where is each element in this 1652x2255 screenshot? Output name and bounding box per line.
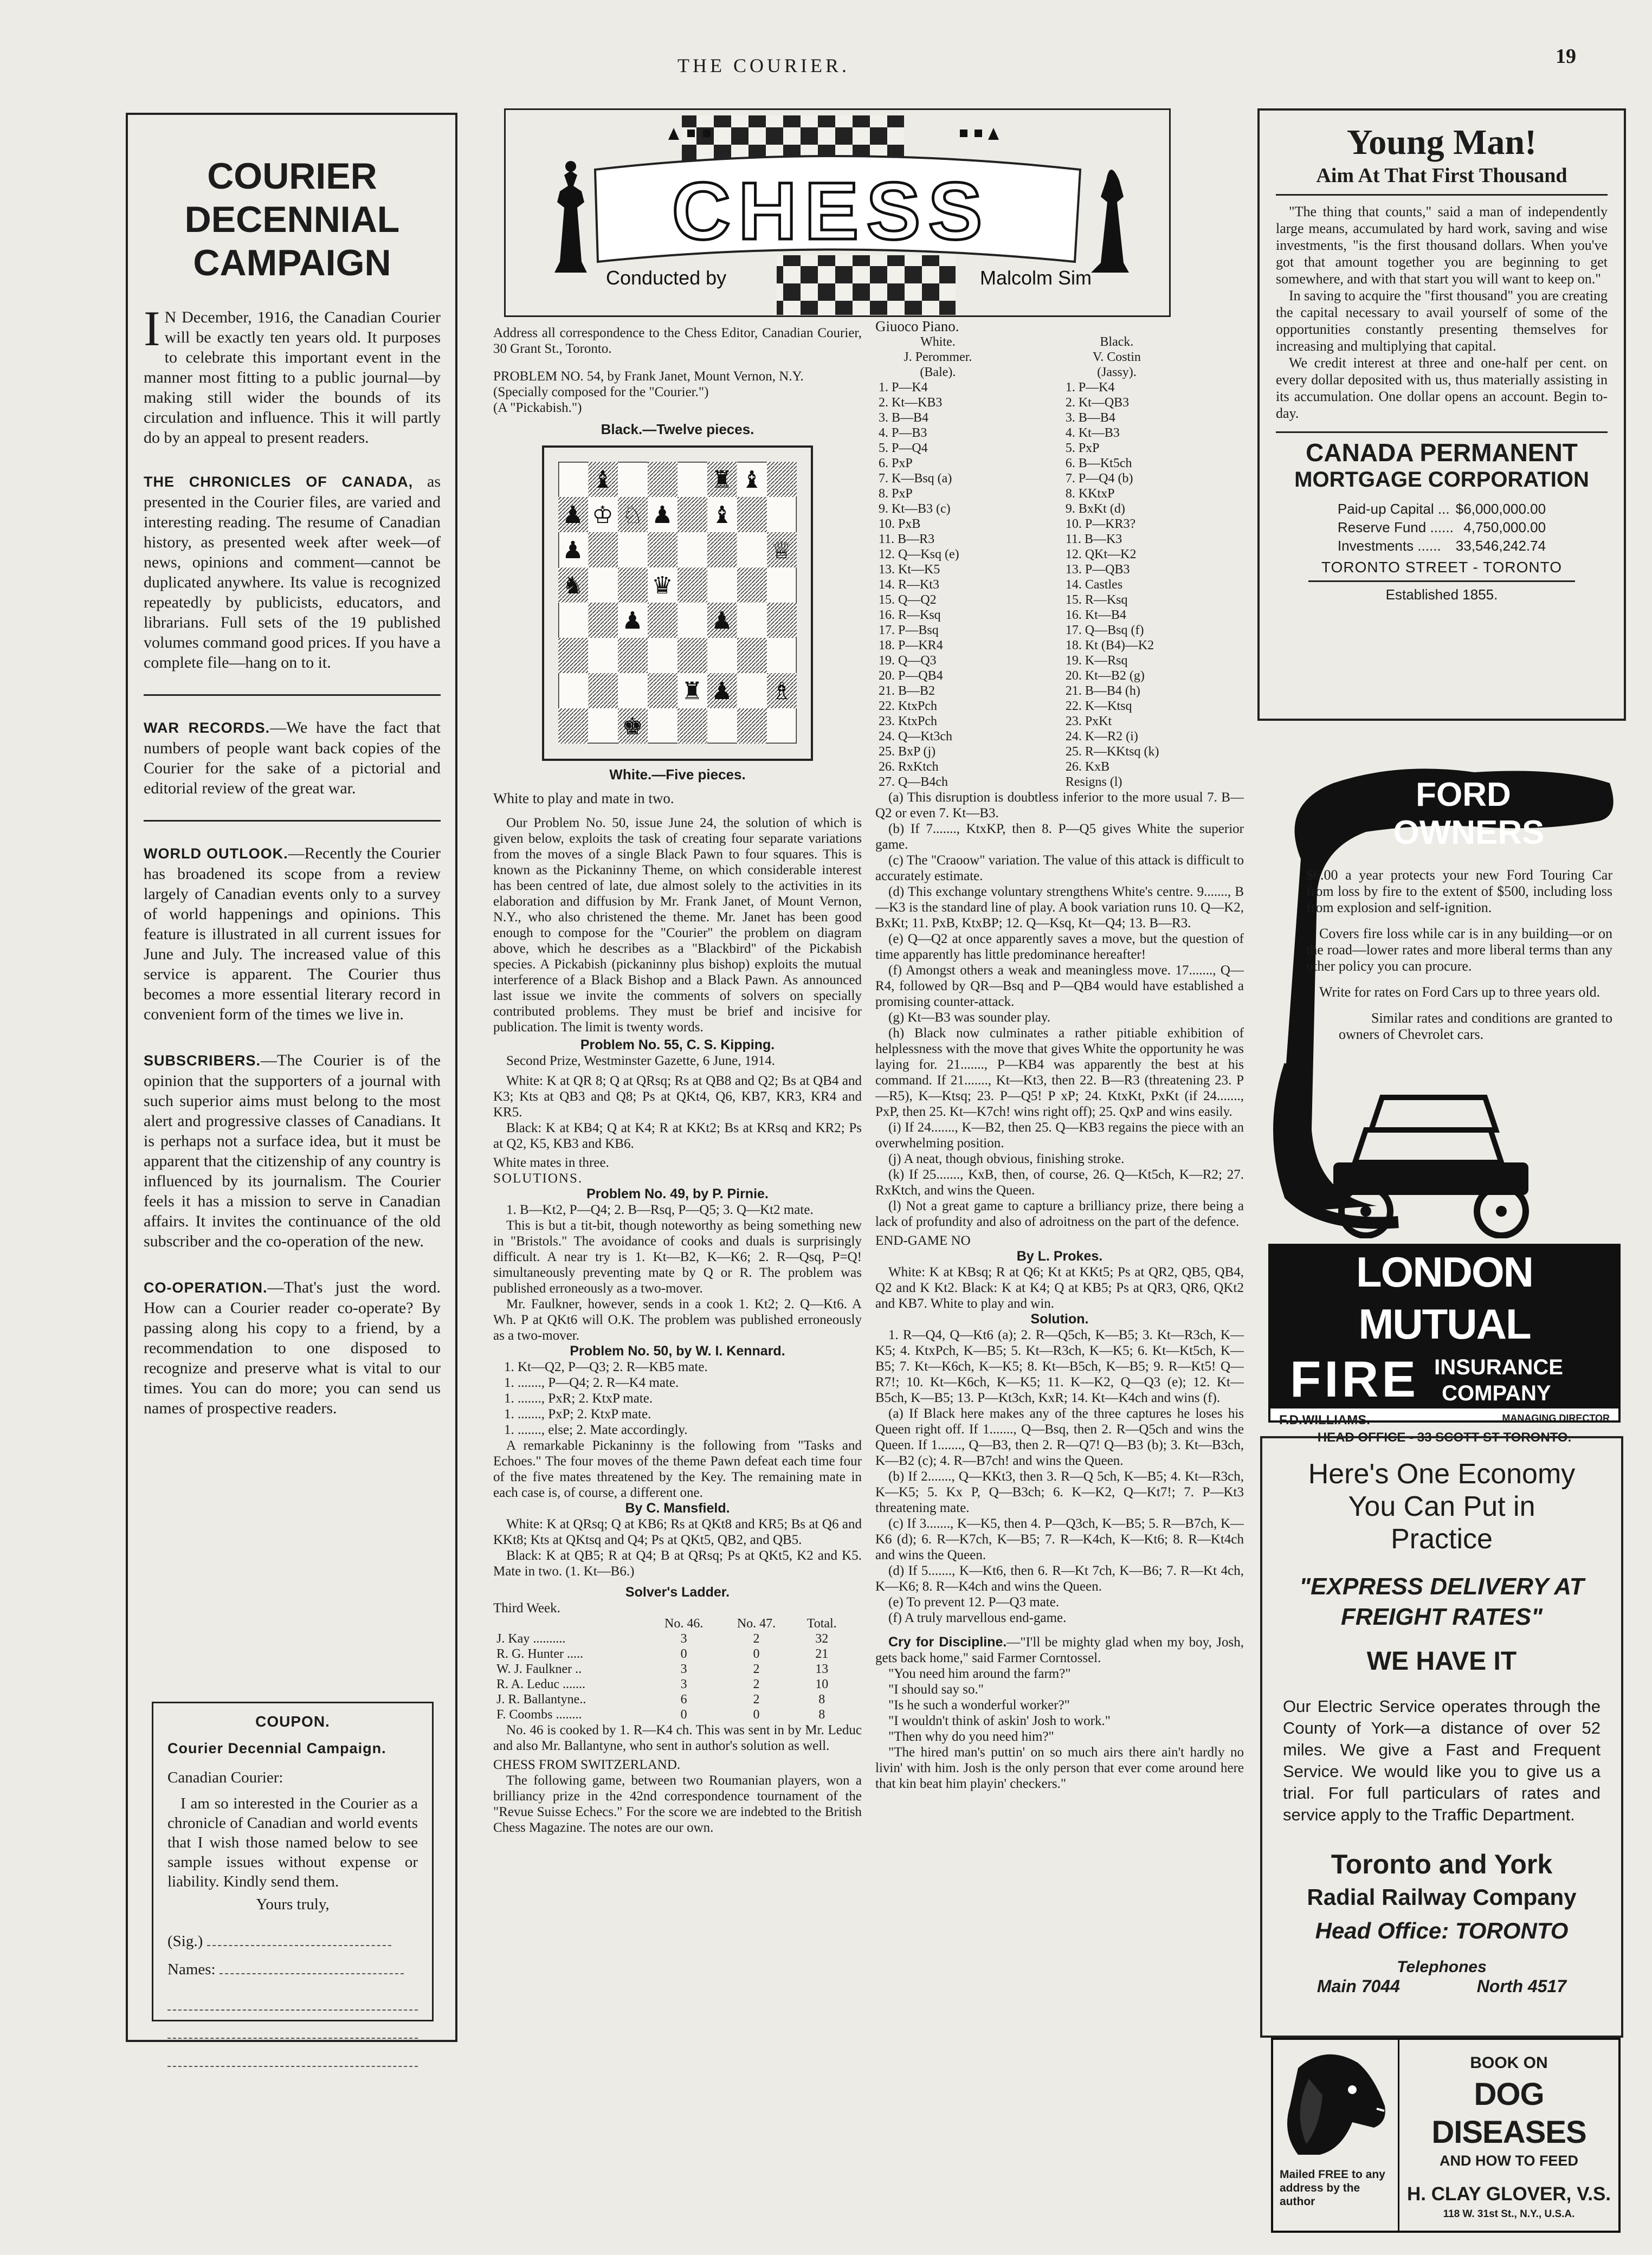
radial-office: Head Office: TORONTO [1315,1918,1569,1943]
move-row [875,501,1233,516]
move-row [875,380,1233,395]
switzerland-heading: CHESS FROM SWITZERLAND. [493,1758,681,1772]
problem-54-title: PROBLEM NO. 54, by Frank Janet, Mount Vernon, N.Y. [493,369,804,384]
capital-row: Paid-up Capital ... $6,000,000.00 [1337,501,1546,517]
white-move: 18. P—KR4 [879,638,943,652]
chess-banner-art [506,110,1169,315]
move-row [875,683,1233,699]
ad-dog-diseases[interactable] [1271,2038,1621,2233]
ad-young-man-p2: In saving to acquire the "first thousand" you are creating the capital necessary to avail yourself of some of the opportunities constantly presenting themselves for increasing and multiplying that capital. [1276,288,1608,354]
white-move: 15. Q—Q2 [879,593,937,607]
coupon-signature-field[interactable]: (Sig.) [167,1931,418,1951]
piece-black-bishop: ♝ [592,466,614,494]
move-row [875,562,1233,577]
piece-white-queen: ♕ [771,537,792,564]
solution-50-line: 1. ......., else; 2. Mate accordingly. [504,1423,688,1437]
capital-row: Investments ...... 33,546,242.74 [1337,538,1546,554]
white-move: 10. PxB [879,517,921,531]
move-row [875,744,1233,759]
chess-conducted-by: Conducted by [606,267,727,289]
black-move: 25. R—KKtsq (k) [1065,745,1159,759]
section-cooperation: CO-OPERATION.—That's just the word. How can a Courier reader co-operate? By passing along his copy to a friend, by a recommendation to one disposed to recognize and preserve what is vital to our times. You can do more; you can send us names of prospective readers. [144,1278,441,1417]
move-row [875,623,1233,638]
ad-young-man-p1: "The thing that counts," said a man of independently large means, accumulated by hard work, saving and wise investments, "is the first thousand dollars. When you've got that amount together you are beginning to get somewhere, and with that start you will want to keep on." [1276,204,1608,287]
chess-banner-title: CHESS [672,165,990,256]
radial-title: Here's One Economy You Can Put in Practice [1308,1458,1576,1555]
black-move: 11. B—K3 [1065,532,1122,546]
black-move: 10. P—KR3? [1065,517,1136,531]
dog-title: DOG DISEASES [1431,2077,1586,2150]
black-move: 4. Kt—B3 [1065,426,1120,440]
ford-title-1: FORD [1416,776,1511,813]
dog-mailed: Mailed FREE to any address by the author [1280,2168,1385,2208]
piece-white-bishop: ♗ [771,677,792,705]
chess-editor: Malcolm Sim [980,267,1092,289]
chess-diagram [542,445,813,761]
white-move: 1. P—K4 [879,380,928,395]
piece-white-king: ♔ [592,501,614,529]
ladder-note: No. 46 is cooked by 1. R—K4 ch. This was sent in by Mr. Leduc and also Mr. Ballantyne, who sent in author's solution as well. [493,1723,862,1753]
ford-p2: Covers fire loss while car is in any building—or on the road—lower rates and more liberal terms than any other policy you can procure. [1306,926,1612,974]
black-move: 17. Q—Bsq (f) [1065,623,1144,637]
black-move: 3. B—B4 [1065,411,1115,425]
black-move: 5. PxP [1065,441,1100,455]
black-move: Resigns (l) [1065,775,1122,789]
white-move: 27. Q—B4ch [879,775,948,789]
game-note: (d) This exchange voluntary strengthens White's centre. 9......., B—K3 is the standard line of play. A book variation runs 10. Q—K2, BxKt; 11. PxB, KtxBP; 12. Q—Ksq, Kt—Q4; 13. B—R3. [875,884,1244,931]
discipline-line: "The hired man's puttin' on so much airs there ain't hardly no livin' with him. Josh is the only person that ever come around here that kin beat him playin' checkers." [875,1745,1244,1791]
white-move: 20. P—QB4 [879,669,943,683]
move-row [875,638,1233,653]
white-move: 13. Kt—K5 [879,563,940,577]
radial-tel: Telephones [1397,1958,1487,1976]
move-row [875,592,1233,608]
black-move: 20. Kt—B2 (g) [1065,669,1145,683]
section-subscribers: SUBSCRIBERS.—The Courier is of the opinion that the supporters of a journal with such superior aims must belong to the most alert and progressive classes of Canadians. It is perhaps not a surface idea, but it must be apparent that the citizenship of any country is influenced by its journalism. The Courier feels it has a mission to serve in Canadian affairs. It invites the continuance of the old subscriber and the co-operation of the new. [144,1051,441,1250]
move-row [875,486,1233,501]
game-note: (c) The "Craoow" variation. The value of this attack is difficult to accurately estimate. [875,853,1244,883]
ladder-subtitle: Third Week. [493,1601,560,1616]
ladder-header-row: No. 46. No. 47. Total. [664,1617,837,1631]
black-move: 15. R—Ksq [1065,593,1128,607]
black-move: 6. B—Kt5ch [1065,456,1132,470]
coupon[interactable] [152,1702,434,2021]
white-move: 2. Kt—KB3 [879,396,943,410]
coupon-subtitle: Courier Decennial Campaign. [167,1740,386,1756]
white-move: 12. Q—Ksq (e) [879,547,959,561]
white-label: White.—Five pieces. [609,766,746,783]
section-chronicles: THE CHRONICLES OF CANADA, as presented in the Courier files, are varied and interesting reading. The resume of Canadian history, as presented week after week—of news, opinions and comment—cannot be duplicated anywhere. Its value is recognized repeatedly by publicists, educators, and librarians. Full sets of the 19 published volumes command good prices. If you have a complete file—hang on to it. [144,473,441,671]
piece-black-rook: ♜ [681,677,703,705]
drop-cap: I [144,301,160,356]
chess-address: Address all correspondence to the Chess Editor, Canadian Courier, 30 Grant St., Toronto. [493,326,862,356]
piece-black-knight: ♞ [562,572,584,599]
move-row [875,608,1233,623]
solution-note: (b) If 2......., Q—KKt3, then 3. R—Q 5ch, K—B5; 4. Kt—R3ch, K—K5; 5. Kx P, Q—B3ch; 6. K—K2, Q—Kt7!; 7. P—Kt3 threatening mate. [875,1469,1244,1515]
game-note: (k) If 25......., KxB, then, of course, 26. Q—Kt5ch, K—R2; 27. RxKtch, and wins the Queen. [875,1167,1244,1198]
black-move: 21. B—B4 (h) [1065,684,1140,698]
white-move: 26. RxKtch [879,760,939,774]
radial-body: Our Electric Service operates through the County of York—a distance of over 52 miles. We give a Fast and Frequent Service. We would like you to give us a trial. For full particulars of rates and service apply to the Traffic Department. [1283,1697,1601,1824]
move-row [875,759,1233,774]
solution-50-line: 1. ......., PxP; 2. KtxP mate. [504,1407,651,1422]
ladder-row: W. J. Faulkner .. 3 2 13 [496,1662,829,1676]
ad-established: Established 1855. [1385,586,1498,603]
chess-board [558,462,797,744]
coupon-body: I am so interested in the Courier as a chronicle of Canadian and world events that I wish those named below to see sample issues without expense or liability. Kindly send them. [167,1795,418,1890]
white-move: 11. B—R3 [879,532,935,546]
ad-young-man-title: Young Man! [1346,122,1537,162]
black-move: 12. QKt—K2 [1065,547,1137,561]
problem-50-notes: Our Problem No. 50, issue June 24, the solution of which is given below, exploits the task of creating four separate variations from the moves of a single Black Pawn to four squares. This is known as the Pickaninny Theme, on which considerable interest has been centred of late, due almost solely to the activities in its elaboration and diffusion by Mr. Frank Janet, of Mount Vernon, N.Y., who also christened the theme. Mr. Janet has been good enough to compose for the "Courier" the problem on diagram above, which he describes as a "Blackbird" of the Pickabish species. A Pickabish (pickaninny plus bishop) exploits the mutual interference of a Black Bishop and a Black Pawn. As announced last issue we invite the comments of solvers on specially contributed problems. They must be brief and incisive for publication. The limit is twenty words. [493,816,862,1035]
endgame-author: By L. Prokes. [1016,1249,1103,1264]
section-world-outlook: WORLD OUTLOOK.—Recently the Courier has broadened its scope from a review largely of Canadian events only to a survey of world happenings and opinions. This feature is illustrated in all current issues for June and July. The increased value of this service is apparent. The Courier thus becomes a more essential literary record in convenient form of the times we live in. [144,844,441,1023]
piece-black-king: ♚ [622,713,643,740]
white-move: 16. R—Ksq [879,608,941,622]
game-note: (f) Amongst others a weak and meaningless move. 17......., Q—R4, followed by QR—Bsq and P—QB4 would have established a promising counter-attack. [875,963,1244,1009]
campaign-title [144,154,441,285]
dog-sub: AND HOW TO FEED [1440,2153,1578,2169]
piece-white-knight: ♘ [622,501,643,529]
black-move: 7. P—Q4 (b) [1065,471,1133,486]
solution-notes [875,1406,1244,1626]
move-row [875,729,1233,744]
piece-black-pawn: ♟ [711,677,733,705]
to-play: White to play and mate in two. [493,790,674,806]
piece-black-pawn: ♟ [651,501,673,529]
white-move: 17. P—Bsq [879,623,939,637]
ford-p3: Write for rates on Ford Cars up to three years old. [1319,984,1601,1000]
ford-p1: $6.00 a year protects your new Ford Touring Car from loss by fire to the extent of $500, including loss from explosion and self-ignition. [1306,867,1612,915]
white-move: 3. B—B4 [879,411,929,425]
move-row [875,653,1233,668]
faulkner-note: Mr. Faulkner, however, sends in a cook 1. Kt2; 2. Q—Kt6. A Wh. P at QKt6 will O.K. The problem was published erroneously as a two-mover. [493,1297,862,1343]
mansfield-title: By C. Mansfield. [625,1501,730,1516]
move-row [875,471,1233,486]
game-note: (j) A neat, though obvious, finishing stroke. [888,1152,1125,1166]
campaign-title-line: DECENNIAL [184,199,400,240]
campaign-intro: I N December, 1916, the Canadian Courier will be exactly ten years old. It purposes to celebrate this important event in the manner most fitting to a public journal—by making still wider the bounds of its circulation and influence. This it will partly do by an appeal to present readers. [144,301,441,447]
game-title: Giuoco Piano. [875,319,959,334]
coupon-closing: Yours truly, [256,1896,330,1913]
game-note: (b) If 7......., KtxKP, then 8. P—Q5 gives White the superior game. [875,822,1244,852]
coupon-title: COUPON. [255,1713,330,1730]
solution-50-comment: A remarkable Pickaninny is the following from "Tasks and Echoes." The four moves of the theme Pawn defeat each time four of the five mates threatened by the Key. The remaining mate in each case is, of course, a different one. [493,1438,862,1500]
ladder-row: R. A. Leduc ....... 3 2 10 [496,1677,829,1691]
move-row [875,395,1233,410]
white-move: 9. Kt—B3 (c) [879,502,951,516]
black-move: 26. KxB [1065,760,1110,774]
white-move: 4. P—B3 [879,426,927,440]
game-moves-table [875,334,1233,790]
radial-main: Main 7044 [1317,1976,1400,1996]
ad-young-man-p3: We credit interest at three and one-half per cent. on every dollar deposited with us, thus materially assisting in its accumulation. One dollar opens an account. Begin to-day. [1276,355,1608,421]
black-move: 16. Kt—B4 [1065,608,1126,622]
solution-note: (e) To prevent 12. P—Q3 mate. [888,1595,1060,1610]
ad-london-mutual[interactable] [1268,1244,1621,1445]
capital-row: Reserve Fund ...... 4,750,000.00 [1337,519,1546,535]
campaign-title-line: COURIER [207,156,377,197]
campaign-title-line: CAMPAIGN [193,242,391,283]
ladder-row: J. Kay .......... 3 2 32 [496,1632,829,1646]
radial-north: North 4517 [1476,1976,1567,1996]
solution-49-title: Problem No. 49, by P. Pirnie. [586,1186,769,1201]
dog-address: 118 W. 31st St., N.Y., U.S.A. [1443,2208,1575,2220]
game-note: (g) Kt—B3 was sounder play. [888,1010,1051,1025]
running-header: THE COURIER. [677,55,850,76]
radial-company-2: Radial Railway Company [1307,1884,1577,1910]
ad-radial-railway[interactable] [1260,1436,1623,2038]
piece-black-pawn: ♟ [562,537,584,564]
ad-young-man-subtitle: Aim At That First Thousand [1316,164,1567,187]
black-label: Black.—Twelve pieces. [601,421,754,437]
white-move: 22. KtxPch [879,699,937,713]
move-row [875,714,1233,729]
chess-banner [504,108,1171,317]
endgame-title: END-GAME NO [875,1233,971,1248]
white-move: 24. Q—Kt3ch [879,729,952,744]
ad-young-man[interactable] [1257,108,1626,721]
black-move: 18. Kt (B4)—K2 [1065,638,1154,652]
ford-copy [1306,867,1612,1043]
move-row [875,699,1233,714]
move-row [875,441,1233,456]
switzerland-text: The following game, between two Roumanian players, won a brilliancy prize in the 42nd correspondence tournament of the "Revue Suisse Echecs." For the score we are indebted to the British Chess Magazine. The notes are our own. [493,1773,862,1835]
solution-title: Solution. [1030,1311,1089,1327]
game-note: (l) Not a great game to capture a brilliancy prize, there being a lack of profundity and also of adroitness on the part of the defence. [875,1199,1244,1229]
problem-55-black: Black: K at KB4; Q at K4; R at KKt2; Bs at KRsq and KR2; Ps at Q2, K5, KB3 and KB6. [493,1121,862,1151]
mansfield-white: White: K at QRsq; Q at KB6; Rs at QKt8 and KR5; Bs at Q6 and KKt8; Kts at QKtsq and Q4; Ps at QKt5, QB2, and QB5. [493,1517,862,1547]
solution-note: (d) If 5......., K—Kt6, then 6. R—Kt 7ch, K—B6; 7. R—Kt 4ch, K—K6; 8. R—K4ch and wins the Queen. [875,1563,1244,1594]
ladder-row: R. G. Hunter ..... 0 0 21 [496,1647,829,1661]
coupon-names-field[interactable]: Names: [167,1960,418,1979]
move-row [875,516,1233,532]
white-move: 25. BxP (j) [879,745,936,759]
move-row [875,774,1233,790]
move-row [875,577,1233,592]
page-number: 19 [1556,45,1576,68]
ad-company-name: CANADA PERMANENT [1306,438,1578,467]
move-row [875,668,1233,683]
ford-title-2: OWNERS [1393,814,1545,851]
london-company: COMPANY [1442,1381,1551,1405]
white-move: 19. Q—Q3 [879,654,937,668]
white-move: 5. P—Q4 [879,441,928,455]
problem-55-prize: Second Prize, Westminster Gazette, 6 June, 1914. [506,1054,776,1068]
piece-black-bishop: ♝ [741,466,763,494]
ad-company-address: TORONTO STREET - TORONTO [1321,559,1563,576]
black-move: 8. KKtxP [1065,487,1115,501]
solution-49: 1. B—Kt2, P—Q4; 2. B—Rsq, P—Q5; 3. Q—Kt2 mate. [506,1203,814,1217]
problem-55-white: White: K at QR 8; Q at QRsq; Rs at QB8 and Q2; Bs at QB4 and K3; Kts at QB3 and Q8; Ps at QKt4, Q6, KB7, KR3, KR4 and KR5. [493,1074,862,1120]
game-note: (i) If 24......., K—B2, then 25. Q—KB3 regains the piece with an overwhelming position. [875,1120,1244,1151]
solution-50-line: 1. ......., PxR; 2. KtxP mate. [504,1391,653,1406]
london-insurance: INSURANCE [1434,1355,1563,1379]
radial-company-1: Toronto and York [1331,1849,1553,1879]
problem-55-title: Problem No. 55, C. S. Kipping. [580,1037,775,1052]
discipline-line: "I should say so." [888,1682,984,1697]
section-war-records: WAR RECORDS.—We have the fact that numbers of people want back copies of the Courier for the sake of a pictorial and editorial review of the great war. [144,719,441,797]
solution-49-comment: This is but a tit-bit, though noteworthy as being something new in "Bristols." The avoidance of cooks and duals is surprisingly difficult. A near try is 1. Kt—B2, K—K6; 2. R—Qsq, P=Q! simultaneously preventing mate by Q or R. The problem was published erroneously as a two-mover. [493,1218,862,1296]
move-row [875,410,1233,425]
move-row [875,547,1233,562]
piece-black-pawn: ♟ [622,607,643,635]
black-move: 19. K—Rsq [1065,654,1128,668]
coupon-to: Canadian Courier: [167,1769,283,1786]
mansfield-black: Black: K at QB5; R at Q4; B at QRsq; Ps at QKt5, K2 and K5. Mate in two. (1. Kt—B6.) [493,1548,862,1579]
players-row: White. J. Perommer. (Bale). Black. V. Costin (Jassy). [904,335,1141,379]
game-note: (e) Q—Q2 at once apparently saves a move, but the question of time apparently has little predominance hereafter! [875,932,1244,962]
piece-black-pawn: ♟ [562,501,584,529]
black-move: 1. P—K4 [1065,380,1115,395]
ladder-row: F. Coombs ........ 0 0 8 [496,1708,825,1722]
move-row [875,532,1233,547]
black-move: 14. Castles [1065,578,1123,592]
radial-slogan: "EXPRESS DELIVERY AT FREIGHT RATES" [1299,1573,1584,1630]
discipline-story: Cry for Discipline.—"I'll be mighty glad when my boy, Josh, gets back home," said Farmer Corntossel. [875,1634,1244,1665]
black-move: 23. PxKt [1065,714,1112,728]
endgame-position: White: K at KBsq; R at Q6; Kt at KKt5; Ps at QR2, QB5, QB4, Q2 and K Kt2. Black: K at K4; Q at KB5; Ps at QR3, QR6, QKt2 and KB7. White to play and win. [875,1265,1244,1311]
dog-author: H. CLAY GLOVER, V.S. [1406,2183,1611,2205]
discipline-line: "You need him around the farm?" [888,1666,1071,1681]
black-move: 22. K—Ktsq [1065,699,1132,713]
white-move: 23. KtxPch [879,714,937,728]
game-notes [875,790,1244,1230]
solutions-heading: SOLUTIONS. [493,1171,583,1186]
endgame-solution: 1. R—Q4, Q—Kt6 (a); 2. R—Q5ch, K—B5; 3. Kt—R3ch, K—K5; 4. KtxPch, K—B5; 5. Kt—R3ch, K—K5; 6. Kt—Kt5ch, K—B5; 7. Kt—K6ch, K—K5; 8. Kt—B5ch, K—B5; 9. R—Kt5! Q—R7!; 10. Kt—K6ch, K—K5; 11. K—K2, Q—Q3 (e); 12. Kt—B5ch, K—B5; 13. P—Kt3ch, KxR; 14. Kt—K4ch and wins (f). [875,1328,1244,1405]
london-title: LONDON MUTUAL [1270,1246,1618,1350]
solvers-ladder-table [493,1616,851,1722]
dog-head-icon [1276,2046,1396,2160]
move-row [875,425,1233,441]
ladder-row: J. R. Ballantyne.. 6 2 8 [496,1692,825,1707]
chess-left-column [493,325,862,2254]
black-move: 2. Kt—QB3 [1065,396,1130,410]
london-director: F.D.WILLIAMS. [1279,1413,1370,1427]
ladder-title: Solver's Ladder. [625,1585,730,1600]
white-move: 7. K—Bsq (a) [879,471,952,486]
piece-black-pawn: ♟ [711,607,733,635]
piece-black-queen: ♛ [651,572,673,599]
ad-company-name-2: MORTGAGE CORPORATION [1294,468,1589,492]
discipline-line: "I wouldn't think of askin' Josh to work." [888,1714,1111,1728]
london-office: HEAD OFFICE - 33 SCOTT ST TORONTO. [1317,1430,1572,1445]
piece-black-rook: ♜ [711,466,733,494]
discipline-line: "Then why do you need him?" [888,1729,1054,1744]
piece-black-bishop: ♝ [711,501,733,529]
white-move: 14. R—Kt3 [879,578,940,592]
london-fire: FIRE [1290,1351,1419,1407]
move-row [875,456,1233,471]
white-move: 8. PxP [879,487,913,501]
dog-book-on: BOOK ON [1470,2054,1548,2072]
problem-54-sub: (Specially composed for the "Courier.") [493,385,709,399]
radial-have: WE HAVE IT [1366,1647,1517,1676]
black-move: 13. P—QB3 [1065,563,1130,577]
solution-50-title: Problem No. 50, by W. I. Kennard. [570,1343,785,1359]
chess-right-column [875,319,1244,2237]
problem-54-name: (A "Pickabish.") [493,400,582,415]
white-move: 6. PxP [879,456,913,470]
white-move: 21. B—B2 [879,684,935,698]
discipline-line: "Is he such a wonderful worker?" [888,1698,1070,1713]
ad-ford-owners[interactable] [1257,751,1626,1238]
solution-50-line: 1. Kt—Q2, P—Q3; 2. R—KB5 mate. [504,1360,708,1374]
black-move: 9. BxKt (d) [1065,502,1125,516]
game-note: (h) Black now culminates a rather pitiable exhibition of helplessness with the move that gives White the opportunity he was laying for. 21......., P—KB4 was apparently the best at his command. If 21......., Kt—Kt3, then 22. B—R3 (threatening 23. P—R5), K—Ktsq; 23. P—Q5! P xP; 24. KtxKt, PxKt (if 24......., PxP, then 25. Kt—K7ch! wins right off); 25. QxP and wins easily. [875,1026,1244,1119]
game-note: (a) This disruption is doubtless inferior to the more usual 7. B—Q2 or even 7. Kt—B3. [875,790,1244,820]
solution-note: (a) If Black here makes any of the three captures he loses his Queen right off. If 1......., Q—Bsq, then 2. R—Q5ch and wins the Queen. If 1......., Q—B3, then 2. R—Q7! Q—B3 (b); 3. Kt—B3ch, K—B2 (c); 4. R—B7ch! and wins the Queen. [875,1406,1244,1468]
ford-p4: Similar rates and conditions are granted to owners of Chevrolet cars. [1339,1010,1612,1042]
problem-55-mate: White mates in three. [493,1155,609,1170]
solution-note: (c) If 3......., K—K5, then 4. P—Q3ch, K—B5; 5. R—B7ch, K—K6 (d); 6. R—K7ch, K—B5; 7. R—K4ch, K—Kt6; 8. R—Kt4ch and wins the Queen. [875,1516,1244,1562]
ad-capital-table [1336,499,1547,555]
london-director-title: MANAGING DIRECTOR [1502,1413,1610,1424]
solution-50-line: 1. ......., P—Q4; 2. R—K4 mate. [504,1375,679,1390]
solution-note: (f) A truly marvellous end-game. [888,1611,1067,1625]
black-move: 24. K—R2 (i) [1065,729,1138,744]
